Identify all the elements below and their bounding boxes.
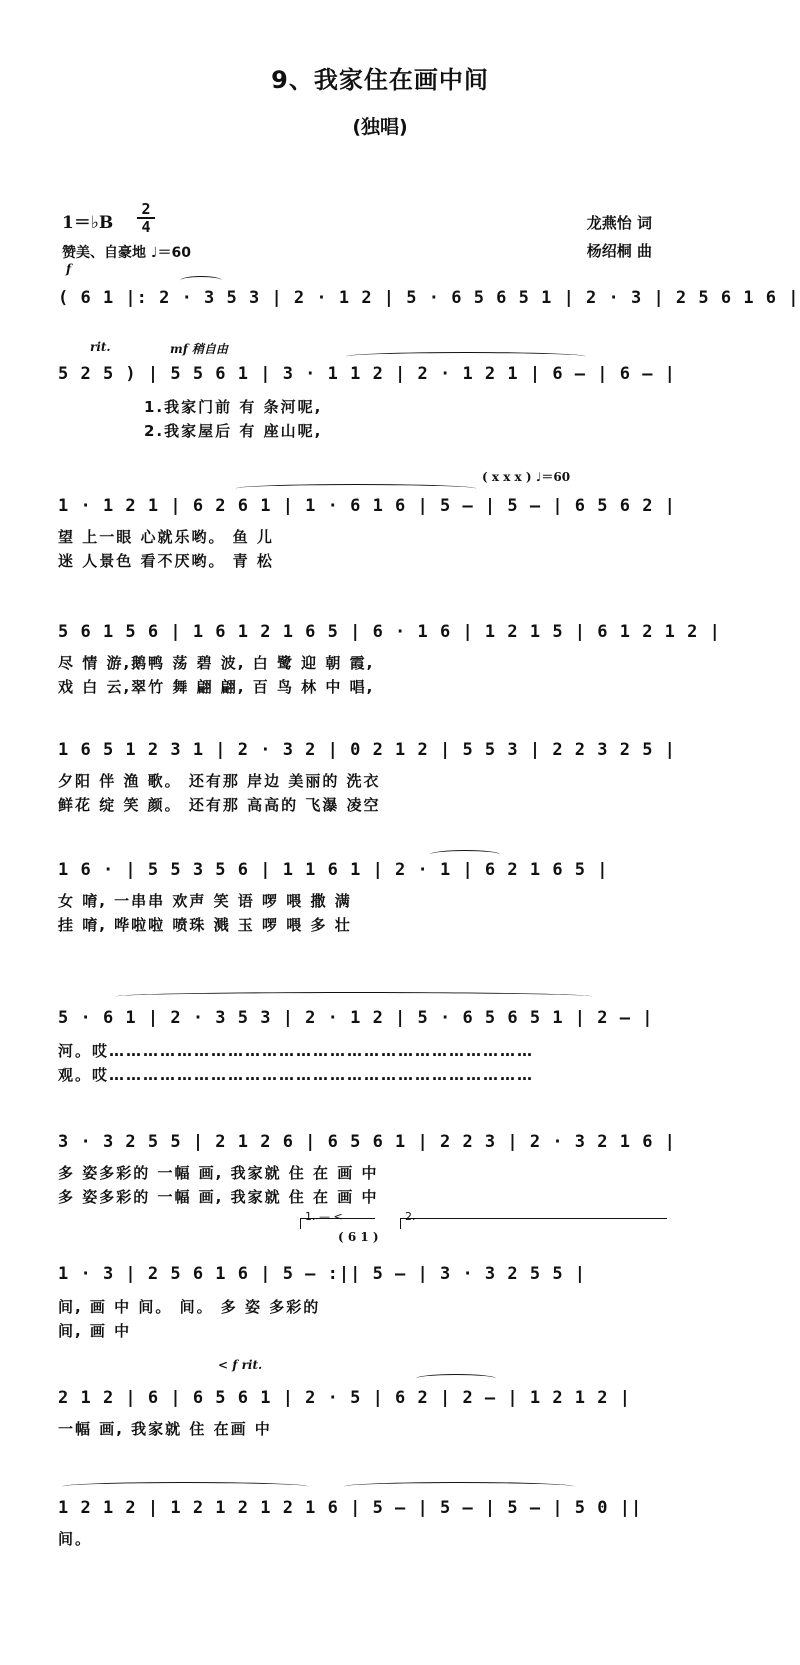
volta-second-label: 2.	[405, 1210, 416, 1223]
phrase-slur	[236, 484, 476, 493]
volta-second	[400, 1210, 667, 1229]
song-subtitle: (独唱)	[352, 116, 408, 138]
lyric-line: 多 姿多彩的 一幅 画, 我家就 住 在 画 中	[58, 1164, 379, 1182]
lyric-line: 间, 画 中	[58, 1322, 132, 1340]
lyric-line: 一幅 画, 我家就 住 在画 中	[58, 1420, 272, 1438]
lyric-line: 夕阳 伴 渔 歌。 还有那 岸边 美丽的 洗衣	[58, 772, 381, 790]
lyric-line: 戏 白 云,翠竹 舞 翩 翩, 百 鸟 林 中 唱,	[58, 678, 375, 696]
staff-row: 5 6 1 5 6 | 1 6 1 2 1 6 5 | 6 · 1 6 | 1 2 1 5 | 6 1 2 1 2 |	[58, 622, 721, 642]
key-signature: 1＝♭B	[62, 213, 114, 233]
phrase-slur	[346, 352, 586, 361]
phrase-slur	[116, 992, 592, 1001]
tempo-marking: 赞美、自豪地 ♩＝60	[62, 245, 191, 261]
staff-row: 1 2 1 2 | 1 2 1 2 1 2 1 6 | 5 — | 5 — | 5 — | 5 0 ||	[58, 1498, 643, 1518]
lyricist-credit: 龙燕怡 词	[586, 214, 652, 232]
lyric-line: 间。	[58, 1530, 93, 1548]
lyric-line: 鲜花 绽 笑 颜。 还有那 高高的 飞瀑 凌空	[58, 796, 381, 814]
staff-row: ( 6 1 |: 2 · 3 5 3 | 2 · 1 2 | 5 · 6 5 6 5 1 | 2 · 3 | 2 5 6 1 6 |	[58, 288, 800, 308]
tie	[416, 1374, 496, 1383]
lyric-line: 多 姿多彩的 一幅 画, 我家就 住 在 画 中	[58, 1188, 379, 1206]
meter-top: 2	[141, 200, 151, 218]
lyric-line: 望 上一眼 心就乐哟。 鱼 儿	[58, 528, 274, 546]
tuplet-slur	[180, 276, 222, 285]
staff-row: 3 · 3 2 5 5 | 2 1 2 6 | 6 5 6 1 | 2 2 3 | 2 · 3 2 1 6 |	[58, 1132, 676, 1152]
lyric-line: 挂 唷, 哗啦啦 喷珠 溅 玉 啰 喂 多 壮	[58, 916, 352, 934]
tie	[344, 1482, 574, 1491]
lyric-line: 女 唷, 一串串 欢声 笑 语 啰 喂 撒 满	[58, 892, 352, 910]
staff-row: 1 · 3 | 2 5 6 1 6 | 5 — :|| 5 — | 3 · 3 2 5 5 |	[58, 1264, 587, 1284]
lyric-line: 间, 画 中 间。 间。 多 姿 多彩的	[58, 1298, 321, 1316]
staff-row: 5 2 5 ) | 5 5 6 1 | 3 · 1 1 2 | 2 · 1 2 1 | 6 — | 6 — |	[58, 364, 676, 384]
dynamic-rit: rit.	[90, 340, 111, 354]
lyric-line: 迷 人景色 看不厌哟。 青 松	[58, 552, 274, 570]
song-title: 9、我家住在画中间	[271, 66, 489, 94]
staff-row: 2 1 2 | 6 | 6 5 6 1 | 2 · 5 | 6 2 | 2 — | 1 2 1 2 |	[58, 1388, 631, 1408]
composer-credit: 杨绍桐 曲	[586, 242, 652, 260]
staff-row: 1 · 1 2 1 | 6 2 6 1 | 1 · 6 1 6 | 5 — | 5 — | 6 5 6 2 |	[58, 496, 676, 516]
lyric-line: 河。哎…………………………………………………………………	[58, 1042, 535, 1060]
tempo-return: ( x x x ) ♩＝60	[482, 470, 571, 484]
volta-first	[300, 1210, 375, 1229]
staff-row: 5 · 6 1 | 2 · 3 5 3 | 2 · 1 2 | 5 · 6 5 6 5 1 | 2 — |	[58, 1008, 654, 1028]
phrase-slur	[62, 1482, 308, 1491]
staff-row: 1 6 5 1 2 3 1 | 2 · 3 2 | 0 2 1 2 | 5 5 3 | 2 2 3 2 5 |	[58, 740, 676, 760]
lyric-line: 2.我家屋后 有 座山呢,	[144, 422, 323, 440]
lyric-line: 1.我家门前 有 条河呢,	[144, 398, 323, 416]
time-signature	[137, 202, 155, 234]
repeat-insert: ( 6 1 )	[338, 1230, 379, 1244]
dynamic-mf: mf 稍自由	[170, 342, 229, 356]
dynamic-forte: f	[66, 262, 72, 276]
lyric-line: 观。哎…………………………………………………………………	[58, 1066, 535, 1084]
tie	[430, 850, 500, 859]
staff-row: 1 6 · | 5 5 3 5 6 | 1 1 6 1 | 2 · 1 | 6 2 1 6 5 |	[58, 860, 609, 880]
volta-first-label: 1. — <	[305, 1210, 343, 1223]
lyric-line: 尽 情 游,鹅鸭 荡 碧 波, 白 鹭 迎 朝 霞,	[58, 654, 375, 672]
crescendo-rit: < f rit.	[218, 1358, 263, 1372]
meter-bottom: 4	[141, 218, 151, 236]
